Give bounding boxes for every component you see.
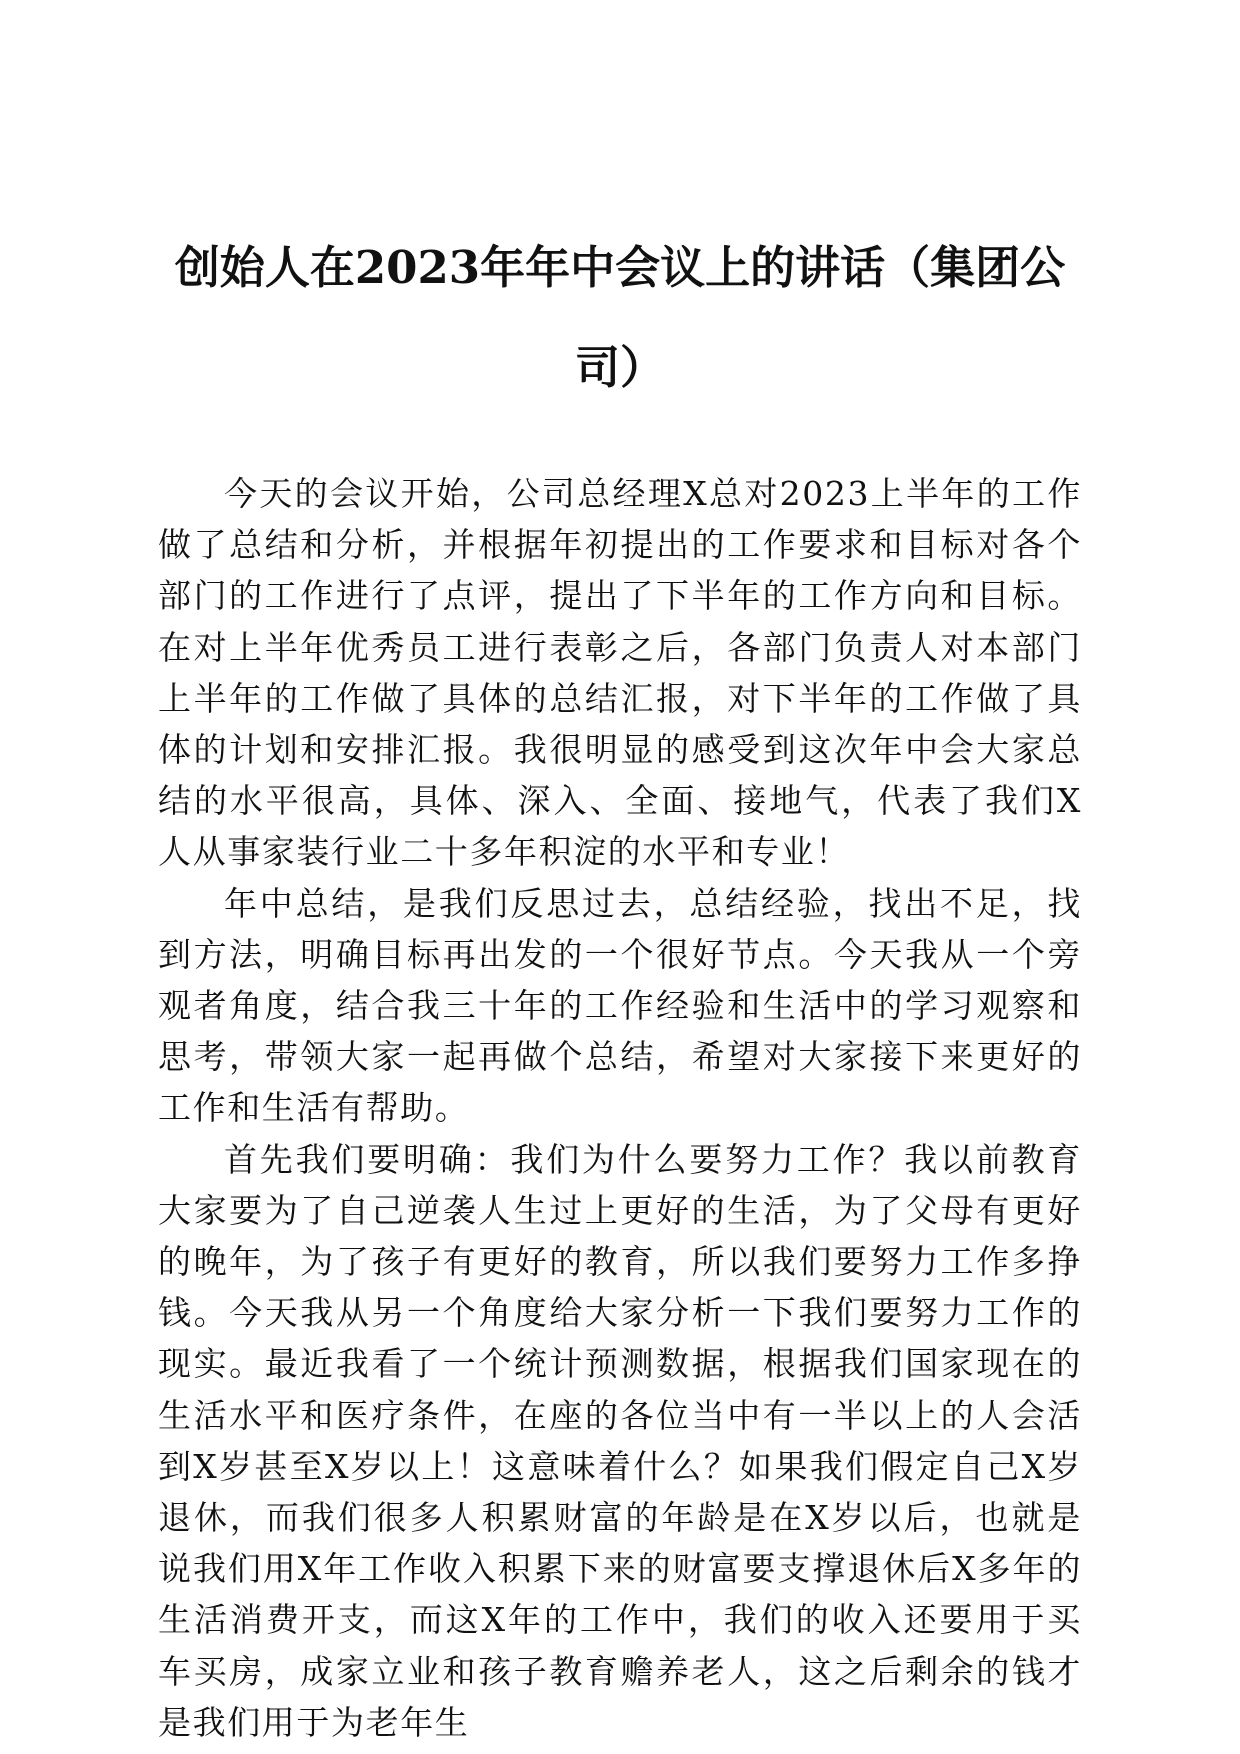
body-paragraph: 年中总结，是我们反思过去，总结经验，找出不足，找到方法，明确目标再出发的一个很好节点。今天我从一个旁观者角度，结合我三十年的工作经验和生活中的学习观察和思考，带领大家一起再做个总结，希望对大家接下来更好的工作和生活有帮助。: [158, 883, 1082, 1128]
document-title: 创始人在2023年年中会议上的讲话（集团公司）: [174, 241, 1066, 394]
body-paragraph: 首先我们要明确：我们为什么要努力工作？我以前教育大家要为了自己逆袭人生过上更好的生活，为了父母有更好的晚年，为了孩子有更好的教育，所以我们要努力工作多挣钱。今天我从另一个角度给大家分析一下我们要努力工作的现实。最近我看了一个统计预测数据，根据我们国家现在的生活水平和医疗条件，在座的各位当中有一半以上的人会活到X岁甚至X岁以上！这意味着什么？如果我们假定自己X岁退休，而我们很多人积累财富的年龄是在X岁以后，也就是说我们用X年工作收入积累下来的财富要支撑退休后X多年的生活消费开支，而这X年的工作中，我们的收入还要用于买车买房，成家立业和孩子教育赡养老人，这之后剩余的钱才是我们用于为老年生: [158, 1139, 1082, 1742]
document-body: [158, 468, 1082, 1748]
body-paragraph: 今天的会议开始，公司总经理X总对2023上半年的工作做了总结和分析，并根据年初提出的工作要求和目标对各个部门的工作进行了点评，提出了下半年的工作方向和目标。在对上半年优秀员工进行表彰之后，各部门负责人对本部门上半年的工作做了具体的总结汇报，对下半年的工作做了具体的计划和安排汇报。我很明显的感受到这次年中会大家总结的水平很高，具体、深入、全面、接地气，代表了我们X人从事家装行业二十多年积淀的水平和专业！: [158, 474, 1082, 872]
